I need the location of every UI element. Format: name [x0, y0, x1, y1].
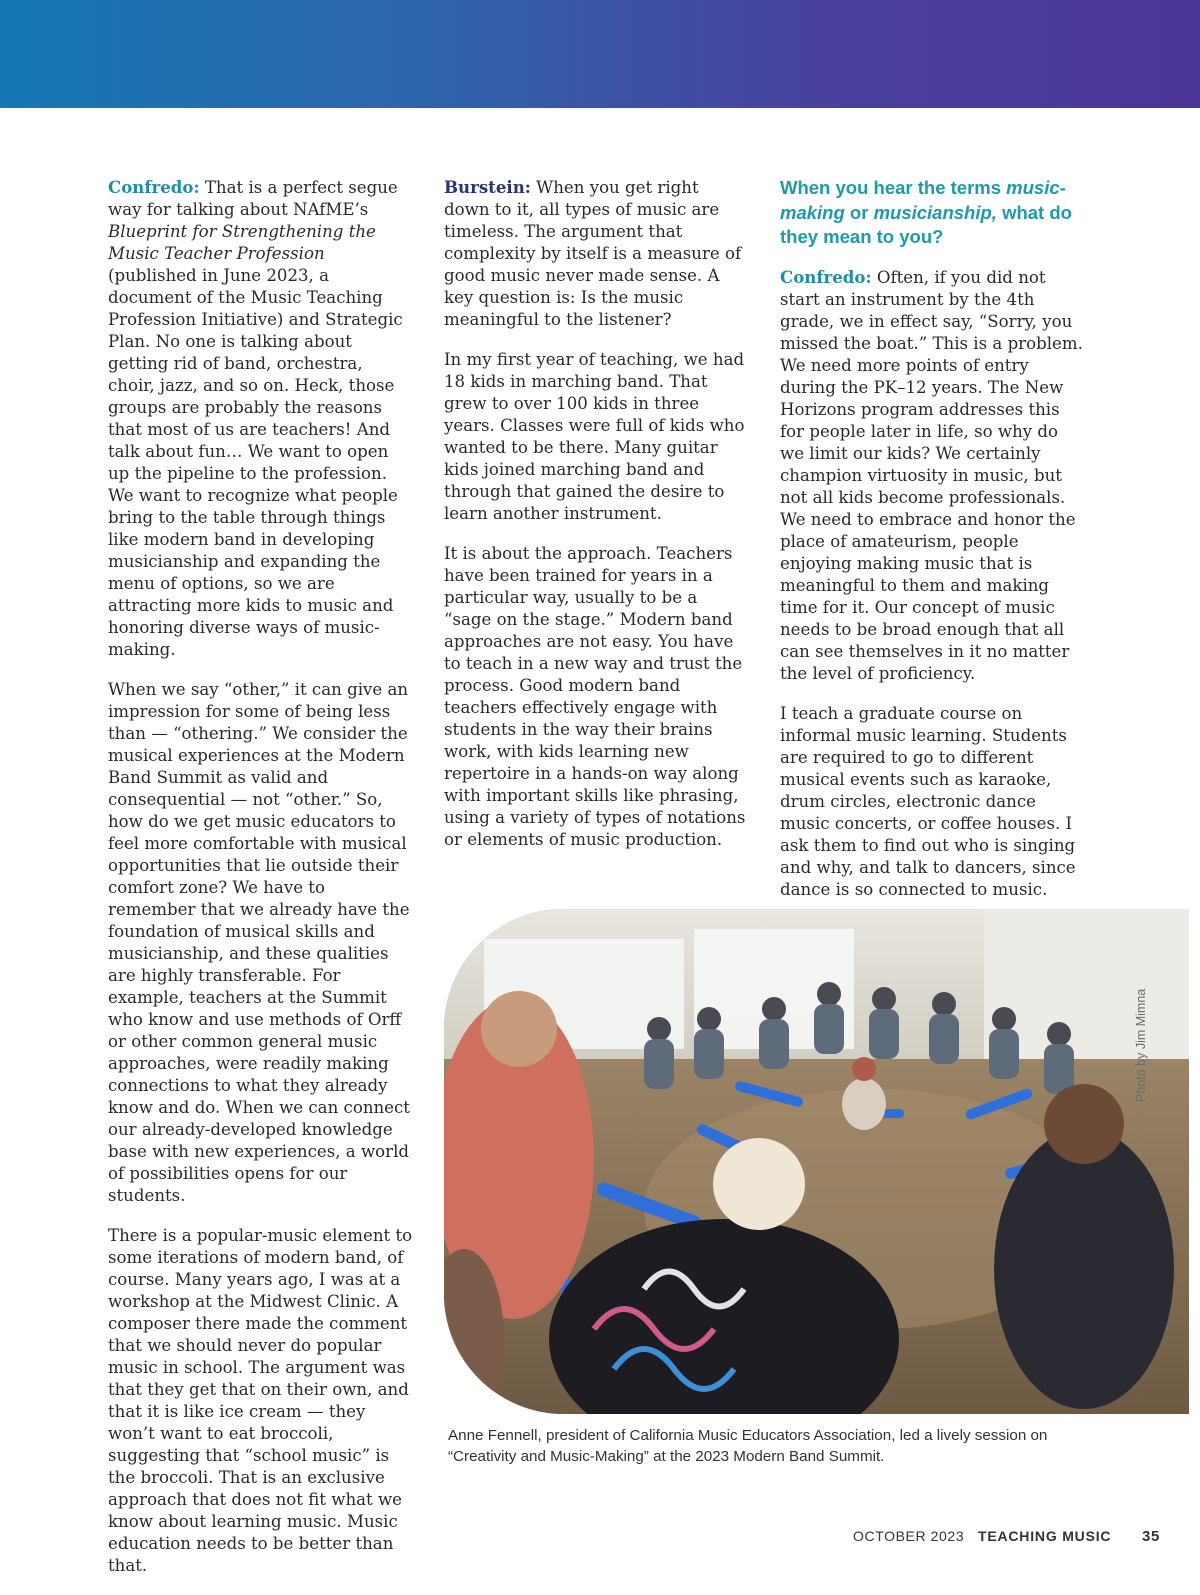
- workshop-photo: [444, 909, 1189, 1414]
- paragraph: When we say “other,” it can give an impression for some of being less than — “othering.” We consider the musical experiences at the Modern Band Summit as valid and consequential — not “other.” So, how do we get music educators to feel more comfortable with musical opportunities that lie outside their comfort zone? We have to remember that we already have the foundation of musical skills and musicianship, and these qualities are highly transferable. For example, teachers at the Summit who know and use methods of Orff or other common general music approaches, were readily making connections to what they already know and do. When we can connect our already-developed knowledge base with new experiences, a world of possibilities opens for our students.: [108, 680, 410, 1205]
- publication-title: Blueprint for Strengthening the Music Teacher Profession: [108, 222, 376, 263]
- photo-caption: Anne Fennell, president of California Music Educators Association, led a lively session on “Creativity and Music-Making” at the 2023 Modern Band Summit.: [448, 1427, 1048, 1465]
- article-column-1: [108, 176, 413, 1595]
- paragraph: In my first year of teaching, we had 18 kids in marching band. That grew to over 100 kids in three years. Classes were full of kids who wanted to be there. Many guitar kids joined marching band and through that gained the desire to learn another instrument.: [444, 350, 745, 523]
- article-column-2: [444, 176, 746, 869]
- paragraph: It is about the approach. Teachers have been trained for years in a particular way, usually to be a “sage on the stage.” Modern band approaches are not easy. You have to teach in a new way and trust the process. Good modern band teachers effectively engage with students in the way their brains work, with kids learning new repertoire in a hands-on way along with important skills like phrasing, using a variety of types of notations or elements of music production.: [444, 544, 746, 849]
- photo-illustration: [444, 909, 1189, 1414]
- photo-credit: Photo by Jim Mimna: [1134, 988, 1148, 1102]
- paragraph: I teach a graduate course on informal music learning. Students are required to go to different musical events such as karaoke, drum circles, electronic dance music concerts, or coffee houses. I ask them to find out who is singing and why, and talk to dancers, since dance is so connected to music.: [780, 703, 1076, 899]
- publication-name: TEACHING MUSIC: [978, 1528, 1112, 1544]
- paragraph: Burstein: When you get right down to it, all types of music are timeless. The argument that complexity by itself is a measure of good music never made sense. A key question is: Is the music meaningful to the listener?: [444, 177, 742, 329]
- paragraph: There is a popular-music element to some iterations of modern band, of course. Many years ago, I was at a workshop at the Midwest Clinic. A composer there made the comment that we should never do popular music in school. The argument was that they get that on their own, and that it is like ice cream — they won’t want to eat broccoli, suggesting that “school music” is the broccoli. That is an exclusive approach that does not fit what we know about learning music. Music education needs to be better than that.: [108, 1226, 413, 1575]
- speaker-label: Confredo:: [780, 266, 872, 287]
- question-heading: When you hear the terms music-making or musicianship, what do they mean to you?: [780, 177, 1072, 247]
- issue-date: OCTOBER 2023: [853, 1528, 965, 1544]
- paragraph: Confredo: Often, if you did not start an instrument by the 4th grade, we in effect say, “Sorry, you missed the boat.” This is a problem. We need more points of entry during the PK–12 years. The New Horizons program addresses this for people later in life, so why do we limit our kids? We certainly champion virtuosity in music, but not all kids become professionals. We need to embrace and honor the place of amateurism, people enjoying making music that is meaningful to them and making time for it. Our concept of music needs to be broad enough that all can see themselves in it no matter the level of proficiency.: [780, 266, 1083, 683]
- header-color-band: [0, 0, 1200, 108]
- article-column-3: [780, 176, 1085, 919]
- paragraph: Confredo: That is a perfect segue way for talking about NAfME’s Blueprint for Strengthening the Music Teacher Profession (published in June 2023, a document of the Music Teaching Profession Initiative) and Strategic Plan. No one is talking about getting rid of band, orchestra, choir, jazz, and so on. Heck, those groups are probably the reasons that most of us are teachers! And talk about fun… We want to open up the pipeline to the profession. We want to recognize what people bring to the table through things like modern band in developing musicianship and expanding the menu of options, so we are attracting more kids to music and honoring diverse ways of music-making.: [108, 177, 403, 659]
- speaker-label: Confredo:: [108, 177, 200, 197]
- page-number: 35: [1142, 1528, 1160, 1545]
- speaker-label: Burstein:: [444, 177, 531, 197]
